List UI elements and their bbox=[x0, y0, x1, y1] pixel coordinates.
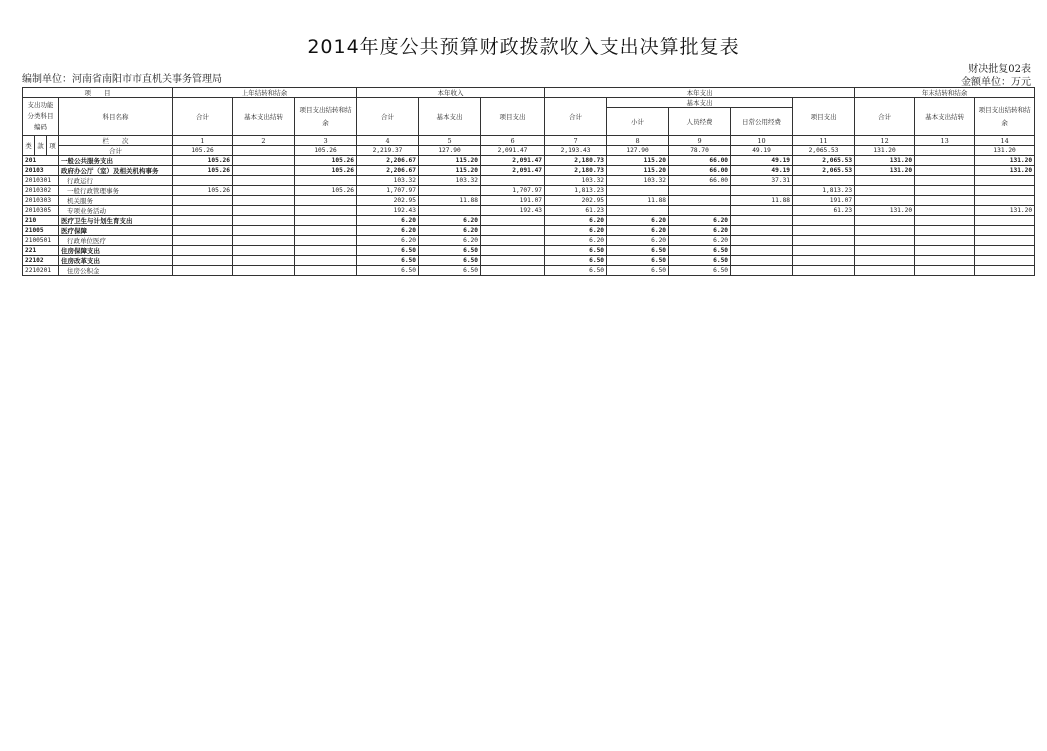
row-value bbox=[915, 166, 975, 176]
row-value bbox=[855, 196, 915, 206]
row-value bbox=[915, 216, 975, 226]
row-value bbox=[173, 196, 233, 206]
row-value: 1,707.97 bbox=[357, 186, 419, 196]
row-value bbox=[731, 206, 793, 216]
row-value: 6.20 bbox=[607, 226, 669, 236]
row-value bbox=[855, 256, 915, 266]
row-value bbox=[233, 216, 295, 226]
row-value: 131.20 bbox=[855, 166, 915, 176]
row-value bbox=[975, 216, 1035, 226]
row-value bbox=[669, 196, 731, 206]
row-value: 6.20 bbox=[669, 226, 731, 236]
row-value bbox=[295, 266, 357, 276]
table-row bbox=[23, 186, 1035, 196]
row-value bbox=[855, 266, 915, 276]
row-value bbox=[295, 246, 357, 256]
row-value: 2,180.73 bbox=[545, 156, 607, 166]
table-row bbox=[23, 216, 1035, 226]
row-code: 22102 bbox=[23, 256, 59, 266]
header-prev-total: 合计 bbox=[173, 98, 233, 136]
row-value bbox=[295, 256, 357, 266]
row-value: 6.20 bbox=[419, 236, 481, 246]
col-number: 6 bbox=[481, 136, 545, 146]
row-code: 2210201 bbox=[23, 266, 59, 276]
row-value bbox=[855, 216, 915, 226]
header-item: 项 目 bbox=[23, 88, 173, 98]
row-value: 37.31 bbox=[731, 176, 793, 186]
row-value: 6.50 bbox=[357, 246, 419, 256]
row-value bbox=[233, 166, 295, 176]
row-value bbox=[915, 236, 975, 246]
row-value bbox=[295, 236, 357, 246]
row-value bbox=[793, 256, 855, 266]
row-value: 11.88 bbox=[419, 196, 481, 206]
budget-table bbox=[22, 87, 1035, 276]
row-value: 105.26 bbox=[173, 156, 233, 166]
table-row bbox=[23, 146, 1035, 156]
row-value bbox=[233, 186, 295, 196]
row-value: 49.19 bbox=[731, 156, 793, 166]
header-basic-expense-group: 基本支出 bbox=[607, 98, 793, 108]
table-row bbox=[23, 156, 1035, 166]
row-value bbox=[793, 176, 855, 186]
table-row bbox=[23, 196, 1035, 206]
header-expense-total: 合计 bbox=[545, 98, 607, 136]
col-number: 7 bbox=[545, 136, 607, 146]
row-value: 6.20 bbox=[357, 236, 419, 246]
row-value: 131.20 bbox=[855, 146, 915, 156]
row-value bbox=[233, 266, 295, 276]
row-value: 6.50 bbox=[607, 246, 669, 256]
row-value: 2,180.73 bbox=[545, 166, 607, 176]
col-number: 2 bbox=[233, 136, 295, 146]
row-value bbox=[173, 226, 233, 236]
row-value: 6.50 bbox=[419, 266, 481, 276]
header-yearend-total: 合计 bbox=[855, 98, 915, 136]
row-code: 2010302 bbox=[23, 186, 59, 196]
row-name: 合计 bbox=[59, 146, 173, 156]
row-value: 2,206.67 bbox=[357, 156, 419, 166]
row-value: 66.00 bbox=[669, 166, 731, 176]
row-value: 202.95 bbox=[357, 196, 419, 206]
row-value: 2,206.67 bbox=[357, 166, 419, 176]
header-xiang: 项 bbox=[47, 136, 59, 156]
col-number: 13 bbox=[915, 136, 975, 146]
row-value: 127.90 bbox=[419, 146, 481, 156]
row-value bbox=[481, 216, 545, 226]
row-value bbox=[915, 226, 975, 236]
row-value bbox=[855, 236, 915, 246]
row-value: 6.20 bbox=[419, 226, 481, 236]
row-value: 131.20 bbox=[975, 146, 1035, 156]
row-value: 105.26 bbox=[295, 146, 357, 156]
row-value: 6.50 bbox=[545, 256, 607, 266]
row-value bbox=[855, 226, 915, 236]
row-value bbox=[233, 196, 295, 206]
row-name: 行政运行 bbox=[59, 176, 173, 186]
row-value: 131.20 bbox=[975, 156, 1035, 166]
row-value bbox=[481, 176, 545, 186]
row-value: 103.32 bbox=[607, 176, 669, 186]
row-value bbox=[975, 236, 1035, 246]
header-kuan: 款 bbox=[35, 136, 47, 156]
row-value: 66.00 bbox=[669, 156, 731, 166]
header-income-project: 项目支出 bbox=[481, 98, 545, 136]
row-value bbox=[481, 226, 545, 236]
row-value bbox=[233, 246, 295, 256]
row-value: 131.20 bbox=[855, 156, 915, 166]
row-value: 115.20 bbox=[419, 156, 481, 166]
row-value: 6.20 bbox=[545, 216, 607, 226]
header-subject-name: 科目名称 bbox=[59, 98, 173, 136]
row-value bbox=[975, 246, 1035, 256]
page-title: 2014年度公共预算财政拨款收入支出决算批复表 bbox=[307, 36, 740, 58]
row-value bbox=[173, 236, 233, 246]
header-personnel: 人员经费 bbox=[669, 108, 731, 136]
table-header bbox=[23, 88, 1035, 156]
row-value bbox=[731, 236, 793, 246]
row-value: 115.20 bbox=[607, 166, 669, 176]
col-number: 8 bbox=[607, 136, 669, 146]
row-code: 2010303 bbox=[23, 196, 59, 206]
col-number: 10 bbox=[731, 136, 793, 146]
row-name: 机关服务 bbox=[59, 196, 173, 206]
amount-unit: 金额单位：万元 bbox=[961, 77, 1031, 88]
row-value: 2,091.47 bbox=[481, 156, 545, 166]
row-value: 1,813.23 bbox=[545, 186, 607, 196]
header-income-group: 本年收入 bbox=[357, 88, 545, 98]
row-value: 2,065.53 bbox=[793, 156, 855, 166]
row-value bbox=[669, 186, 731, 196]
row-value: 105.26 bbox=[173, 186, 233, 196]
row-value bbox=[855, 246, 915, 256]
row-name: 行政单位医疗 bbox=[59, 236, 173, 246]
row-value: 105.26 bbox=[173, 146, 233, 156]
row-name: 住房保障支出 bbox=[59, 246, 173, 256]
row-value bbox=[731, 266, 793, 276]
row-value bbox=[731, 246, 793, 256]
row-value: 105.26 bbox=[173, 166, 233, 176]
row-value bbox=[793, 226, 855, 236]
row-name: 政府办公厅（室）及相关机构事务 bbox=[59, 166, 173, 176]
row-name: 医疗保障 bbox=[59, 226, 173, 236]
row-value bbox=[173, 206, 233, 216]
row-code: 21005 bbox=[23, 226, 59, 236]
row-value bbox=[669, 206, 731, 216]
row-value bbox=[607, 186, 669, 196]
row-value bbox=[915, 146, 975, 156]
row-value bbox=[793, 236, 855, 246]
row-value bbox=[975, 266, 1035, 276]
col-number: 9 bbox=[669, 136, 731, 146]
table-row bbox=[23, 166, 1035, 176]
row-value: 1,813.23 bbox=[793, 186, 855, 196]
row-value: 202.95 bbox=[545, 196, 607, 206]
header-year-end-group: 年末结转和结余 bbox=[855, 88, 1035, 98]
row-value: 6.20 bbox=[669, 216, 731, 226]
row-value: 6.50 bbox=[419, 246, 481, 256]
row-value: 105.26 bbox=[295, 186, 357, 196]
header-column-label: 栏 次 bbox=[59, 136, 173, 146]
row-code: 210 bbox=[23, 216, 59, 226]
row-value bbox=[793, 246, 855, 256]
row-value: 61.23 bbox=[793, 206, 855, 216]
row-value bbox=[975, 226, 1035, 236]
row-code: 201 bbox=[23, 156, 59, 166]
row-value bbox=[481, 266, 545, 276]
row-value: 6.50 bbox=[607, 266, 669, 276]
row-value: 6.50 bbox=[419, 256, 481, 266]
row-value bbox=[295, 226, 357, 236]
header-yearend-basic: 基本支出结转 bbox=[915, 98, 975, 136]
row-value bbox=[233, 176, 295, 186]
row-value bbox=[915, 186, 975, 196]
row-value: 115.20 bbox=[607, 156, 669, 166]
row-name: 住房公积金 bbox=[59, 266, 173, 276]
row-value bbox=[173, 176, 233, 186]
row-value: 1,707.97 bbox=[481, 186, 545, 196]
row-code: 2010301 bbox=[23, 176, 59, 186]
row-value: 103.32 bbox=[545, 176, 607, 186]
row-value: 6.50 bbox=[669, 246, 731, 256]
row-value: 78.70 bbox=[669, 146, 731, 156]
row-code: 20103 bbox=[23, 166, 59, 176]
header-prev-group: 上年结转和结余 bbox=[173, 88, 357, 98]
header-prev-basic: 基本支出结转 bbox=[233, 98, 295, 136]
row-value bbox=[233, 236, 295, 246]
row-code: 2010305 bbox=[23, 206, 59, 216]
row-value: 6.50 bbox=[669, 256, 731, 266]
row-value bbox=[173, 216, 233, 226]
row-value: 105.26 bbox=[295, 156, 357, 166]
table-row bbox=[23, 246, 1035, 256]
header-subtotal: 小计 bbox=[607, 108, 669, 136]
row-value bbox=[607, 206, 669, 216]
row-value bbox=[915, 176, 975, 186]
row-value bbox=[855, 176, 915, 186]
row-value bbox=[481, 246, 545, 256]
row-value: 6.50 bbox=[607, 256, 669, 266]
row-value: 6.50 bbox=[545, 266, 607, 276]
table-body bbox=[23, 156, 1035, 276]
row-value bbox=[295, 216, 357, 226]
row-value bbox=[915, 196, 975, 206]
row-value: 105.26 bbox=[295, 166, 357, 176]
row-value bbox=[173, 266, 233, 276]
row-value: 127.90 bbox=[607, 146, 669, 156]
row-value: 191.07 bbox=[481, 196, 545, 206]
row-value: 2,091.47 bbox=[481, 166, 545, 176]
row-value: 103.32 bbox=[419, 176, 481, 186]
row-value: 2,065.53 bbox=[793, 166, 855, 176]
row-value bbox=[975, 186, 1035, 196]
col-number: 4 bbox=[357, 136, 419, 146]
row-value bbox=[915, 246, 975, 256]
row-value bbox=[975, 256, 1035, 266]
row-value: 6.20 bbox=[545, 236, 607, 246]
col-number: 5 bbox=[419, 136, 481, 146]
row-value: 115.20 bbox=[419, 166, 481, 176]
header-expense-group: 本年支出 bbox=[545, 88, 855, 98]
header-prev-project: 项目支出结转和结余 bbox=[295, 98, 357, 136]
row-value bbox=[793, 266, 855, 276]
row-value: 11.88 bbox=[731, 196, 793, 206]
row-value bbox=[419, 206, 481, 216]
row-value bbox=[233, 156, 295, 166]
row-value bbox=[481, 236, 545, 246]
row-value bbox=[233, 146, 295, 156]
col-number: 3 bbox=[295, 136, 357, 146]
row-value bbox=[793, 216, 855, 226]
row-value: 11.88 bbox=[607, 196, 669, 206]
row-value bbox=[419, 186, 481, 196]
row-value bbox=[915, 266, 975, 276]
row-value: 49.19 bbox=[731, 166, 793, 176]
header-yearend-project: 项目支出结转和结余 bbox=[975, 98, 1035, 136]
table-row bbox=[23, 266, 1035, 276]
row-value: 6.20 bbox=[545, 226, 607, 236]
row-value: 103.32 bbox=[357, 176, 419, 186]
row-name: 专项业务活动 bbox=[59, 206, 173, 216]
table-row bbox=[23, 206, 1035, 216]
row-value: 6.20 bbox=[607, 216, 669, 226]
header-public-funds: 日常公用经费 bbox=[731, 108, 793, 136]
row-value bbox=[295, 176, 357, 186]
row-name: 一般公共服务支出 bbox=[59, 156, 173, 166]
row-value bbox=[731, 216, 793, 226]
col-number: 12 bbox=[855, 136, 915, 146]
row-value bbox=[731, 226, 793, 236]
header-class-code: 支出功能分类科目编码 bbox=[23, 98, 59, 136]
compile-unit: 编制单位：河南省南阳市市直机关事务管理局 bbox=[22, 74, 222, 85]
row-value: 6.50 bbox=[357, 256, 419, 266]
header-lei: 类 bbox=[23, 136, 35, 156]
row-value: 6.50 bbox=[545, 246, 607, 256]
row-value bbox=[233, 206, 295, 216]
row-value bbox=[295, 206, 357, 216]
row-value bbox=[855, 186, 915, 196]
row-value: 61.23 bbox=[545, 206, 607, 216]
row-value bbox=[173, 246, 233, 256]
row-code: 221 bbox=[23, 246, 59, 256]
row-value bbox=[233, 256, 295, 266]
row-value: 191.07 bbox=[793, 196, 855, 206]
row-value: 6.20 bbox=[607, 236, 669, 246]
row-value: 2,193.43 bbox=[545, 146, 607, 156]
row-value bbox=[915, 206, 975, 216]
row-name: 医疗卫生与计划生育支出 bbox=[59, 216, 173, 226]
row-value: 66.00 bbox=[669, 176, 731, 186]
row-value bbox=[915, 156, 975, 166]
row-value: 6.20 bbox=[419, 216, 481, 226]
row-value: 49.19 bbox=[731, 146, 793, 156]
row-value bbox=[295, 196, 357, 206]
header-income-total: 合计 bbox=[357, 98, 419, 136]
row-code: 2100501 bbox=[23, 236, 59, 246]
row-value: 192.43 bbox=[357, 206, 419, 216]
table-row bbox=[23, 226, 1035, 236]
row-value: 192.43 bbox=[481, 206, 545, 216]
row-value bbox=[975, 196, 1035, 206]
col-number: 1 bbox=[173, 136, 233, 146]
row-value: 6.20 bbox=[669, 236, 731, 246]
form-code: 财决批复02表 bbox=[968, 64, 1031, 75]
header-income-basic: 基本支出 bbox=[419, 98, 481, 136]
row-value: 131.20 bbox=[975, 166, 1035, 176]
row-value: 6.20 bbox=[357, 216, 419, 226]
row-value bbox=[173, 256, 233, 266]
row-value bbox=[233, 226, 295, 236]
row-value bbox=[731, 186, 793, 196]
row-value bbox=[481, 256, 545, 266]
row-name: 住房改革支出 bbox=[59, 256, 173, 266]
header-expense-project: 项目支出 bbox=[793, 98, 855, 136]
table-row bbox=[23, 176, 1035, 186]
row-value: 131.20 bbox=[975, 206, 1035, 216]
row-value bbox=[915, 256, 975, 266]
row-name: 一般行政管理事务 bbox=[59, 186, 173, 196]
row-value: 2,091.47 bbox=[481, 146, 545, 156]
table-row bbox=[23, 236, 1035, 246]
row-value bbox=[975, 176, 1035, 186]
row-value: 2,065.53 bbox=[793, 146, 855, 156]
col-number: 14 bbox=[975, 136, 1035, 146]
table-row bbox=[23, 256, 1035, 266]
row-value: 6.20 bbox=[357, 226, 419, 236]
row-value: 2,219.37 bbox=[357, 146, 419, 156]
row-value bbox=[731, 256, 793, 266]
row-value: 131.20 bbox=[855, 206, 915, 216]
row-value: 6.50 bbox=[357, 266, 419, 276]
col-number: 11 bbox=[793, 136, 855, 146]
row-value: 6.50 bbox=[669, 266, 731, 276]
